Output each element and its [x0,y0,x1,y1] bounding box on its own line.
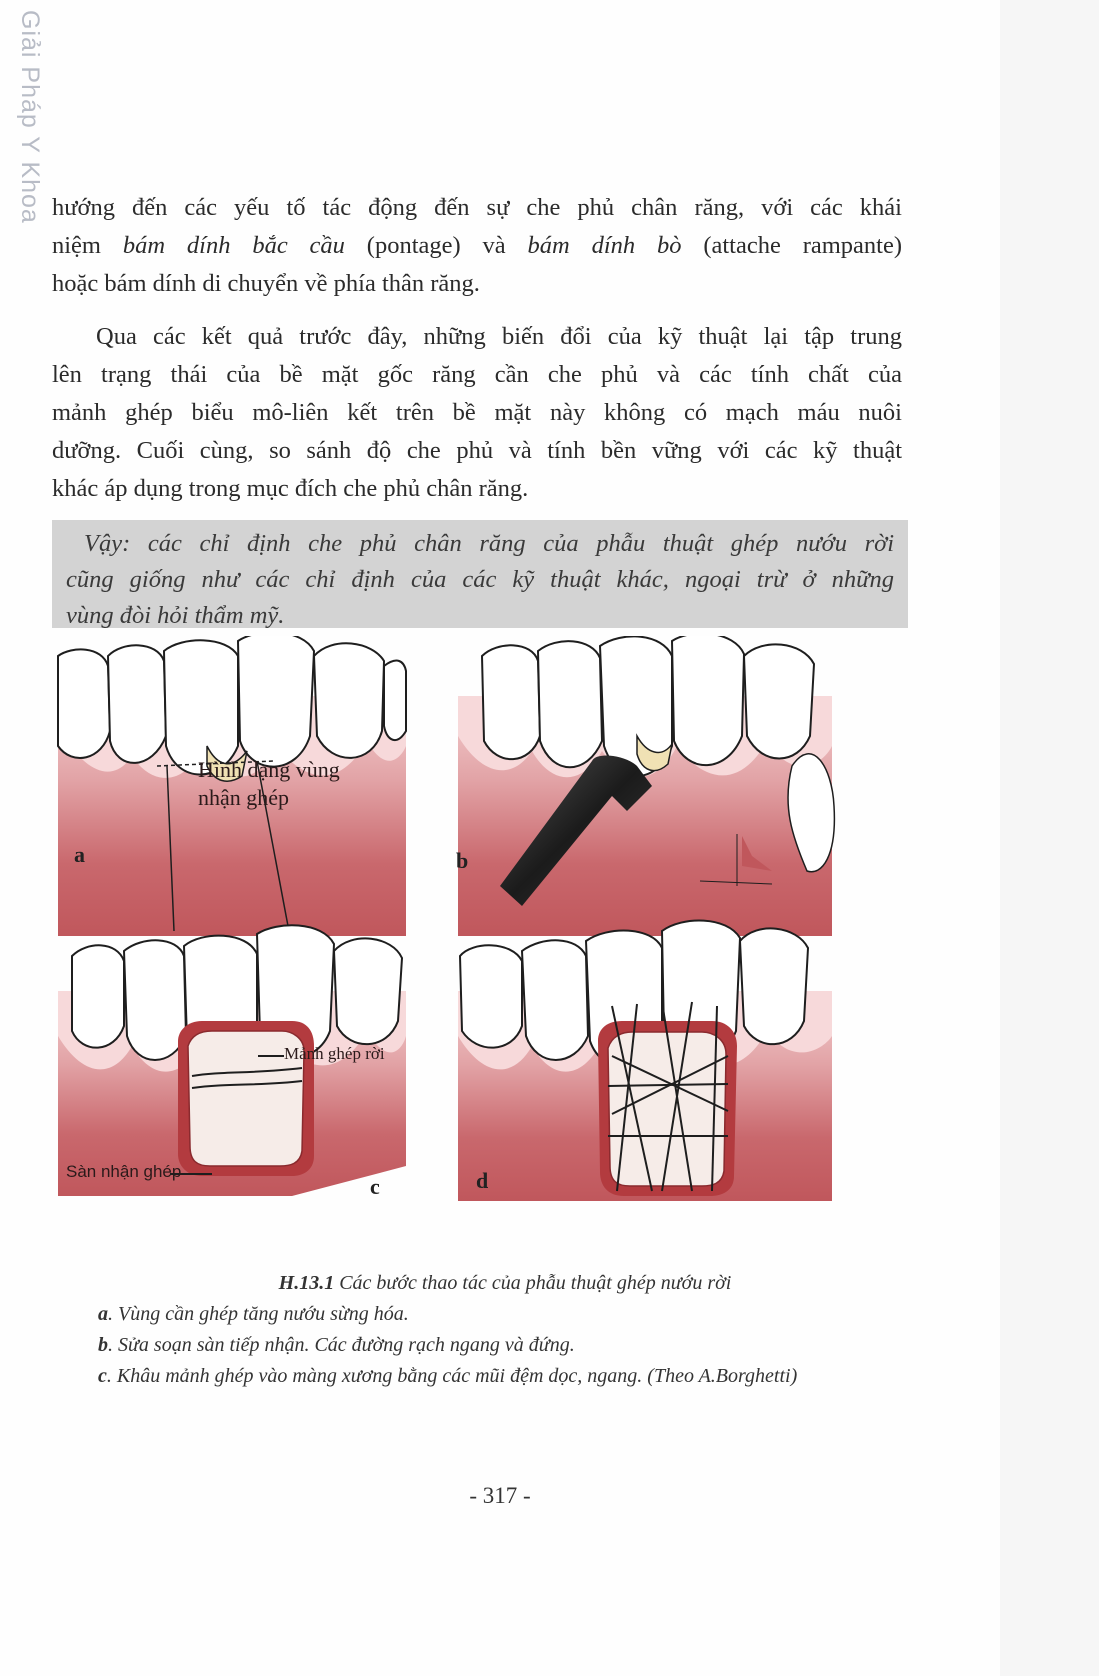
conclusion-line-2: cũng giống như các chỉ định của các kỹ thuật khác, ngoại trừ ở những [66,566,894,593]
recipient-bed-label: Sàn nhận ghép [66,1162,182,1181]
caption-title [0,1268,1000,1299]
paragraph-2-line-5: khác áp dụng trong mục đích che phủ chân răng. [52,475,529,502]
recipient-site-shape-label-line-2: nhận ghép [198,785,290,810]
panel-d-illustration [458,921,832,1201]
text-fragment: (pontage) và [344,232,528,259]
recipient-site-shape-label-line-1: Hình dạng vùng [198,757,340,782]
caption-key: b [98,1334,108,1356]
paragraph-1 [52,189,902,303]
term-pontage: bám dính bắc cầu [122,232,345,259]
paragraph-1-line-1: hướng đến các yếu tố tác động đến sự che phủ chân răng, với các khái [52,194,902,221]
surgical-steps-figure [52,636,900,1256]
caption-key: a [98,1303,108,1325]
paragraph-2 [52,318,902,508]
watermark: Giải Pháp Y Khoa [16,10,44,224]
text-fragment: niệm [52,232,123,259]
panel-c-label: c [370,1174,380,1199]
caption-item-a [0,1299,1000,1330]
page-number: - 317 - [469,1483,531,1508]
paragraph-2-line-1: Qua các kết quả trước đây, những biến đổi của kỹ thuật lại tập trung [96,323,902,350]
paragraph-1-line-2 [52,227,902,265]
caption-title-text: Các bước thao tác của phẫu thuật ghép nướu rời [334,1272,732,1294]
conclusion-line-1: Vậy: các chỉ định che phủ chân răng của phẫu thuật ghép nướu rời [84,530,894,557]
recipient-site-shape-label [198,756,340,812]
conclusion-box [52,520,908,628]
figure-caption [0,1268,1000,1392]
panel-d-label: d [476,1168,489,1193]
paragraph-1-line-3: hoặc bám dính di chuyển về phía thân răng. [52,270,480,297]
paragraph-2-line-4: dưỡng. Cuối cùng, so sánh độ che phủ và tính bền vững với các kỹ thuật [52,437,902,464]
text-fragment: (attache rampante) [681,232,903,259]
panel-b-label: b [456,848,469,873]
caption-item-c [0,1361,1000,1392]
figure-number: H.13.1 [278,1272,335,1294]
free-graft-label: Mảnh ghép rời [284,1044,385,1063]
right-margin [1000,0,1099,1676]
caption-key: c [98,1365,107,1387]
caption-item-text: . Vùng cần ghép tăng nướu sừng hóa. [108,1303,409,1325]
caption-item-text: . Khâu mảnh ghép vào màng xương bằng các mũi đệm dọc, ngang. (Theo A.Borghetti) [106,1365,798,1387]
term-attache-rampante: bám dính bò [527,232,682,259]
panel-a-label: a [74,842,85,867]
paragraph-2-line-2: lên trạng thái của bề mặt gốc răng cần che phủ và các tính chất của [52,361,902,388]
caption-item-b [0,1330,1000,1361]
paragraph-2-line-3: mảnh ghép biểu mô-liên kết trên bề mặt này không có mạch máu nuôi [52,399,902,426]
panel-b-illustration [458,636,834,936]
conclusion-line-3: vùng đòi hỏi thẩm mỹ. [66,602,285,629]
caption-item-text: . Sửa soạn sàn tiếp nhận. Các đường rạch ngang và đứng. [108,1334,575,1356]
